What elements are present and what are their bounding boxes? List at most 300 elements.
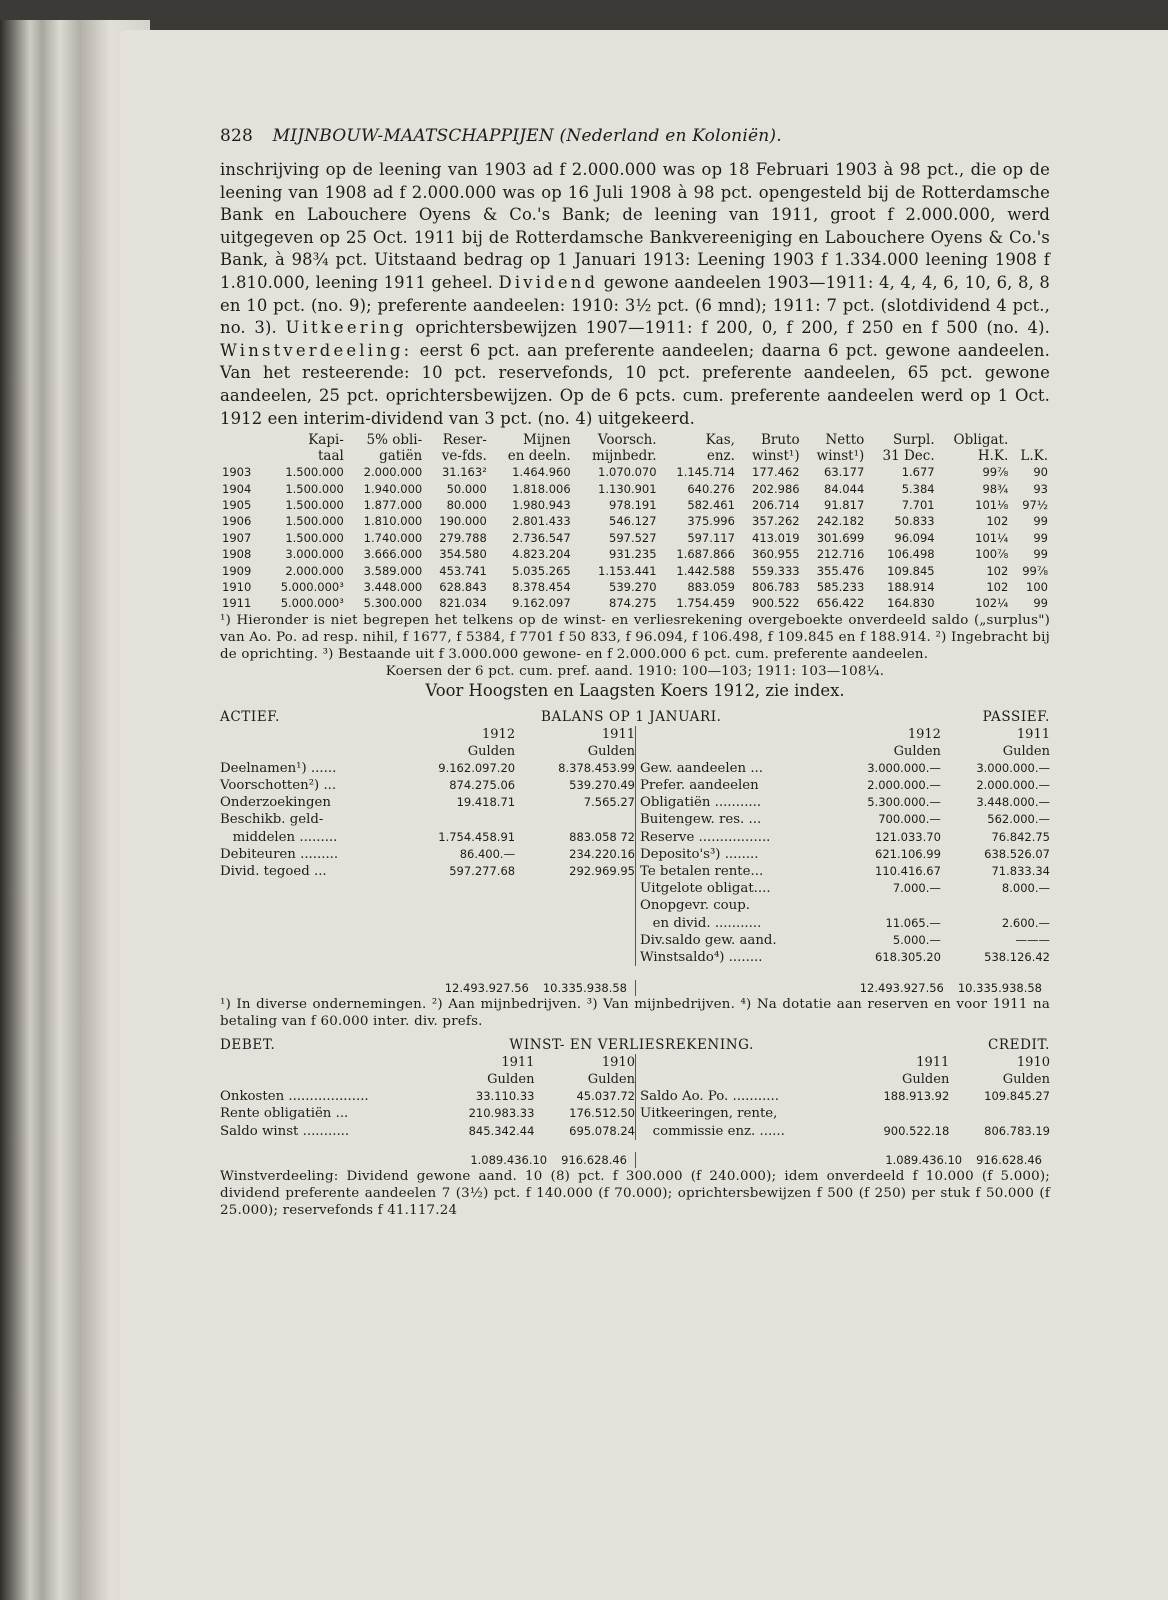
passief-value-a xyxy=(832,897,941,914)
actief-row xyxy=(220,811,635,828)
passief-totals xyxy=(635,980,1050,996)
dividend-label: Dividend xyxy=(498,272,599,292)
stat-cell: 4.823.204 xyxy=(512,547,571,562)
stat-cell: 99 xyxy=(1033,596,1048,611)
passief-value-b: 638.526.07 xyxy=(984,846,1050,861)
stat-header-bottom: taal xyxy=(318,448,344,465)
stat-cell: 1.500.000 xyxy=(285,481,344,496)
passief-label: Obligatiën ........... xyxy=(640,795,762,811)
passief-label: Winstsaldo⁴) ........ xyxy=(640,950,763,966)
stat-cell: 301.699 xyxy=(816,530,865,545)
stat-cell: 597.117 xyxy=(687,530,735,545)
passief-value-b: 538.126.42 xyxy=(984,950,1050,965)
debet-value-a: 845.342.44 xyxy=(468,1123,535,1138)
stat-year: 1904 xyxy=(222,481,252,496)
statistics-body xyxy=(220,464,1050,612)
stat-year: 1905 xyxy=(222,497,252,512)
stat-cell: 106.498 xyxy=(887,547,935,562)
debet-year-a: 1911 xyxy=(501,1055,535,1071)
stat-row xyxy=(220,464,1050,480)
stat-cell: 93 xyxy=(1033,481,1048,496)
debet-row xyxy=(220,1105,635,1122)
stat-header-top: Kapi- xyxy=(308,432,344,449)
stat-cell: 1.500.000 xyxy=(285,514,344,529)
stat-cell: 821.034 xyxy=(439,596,487,611)
passief-label: en divid. ........... xyxy=(640,915,762,931)
stat-cell: 188.914 xyxy=(887,579,935,594)
credit-label: Uitkeeringen, rente, xyxy=(640,1106,778,1122)
credit-label: Saldo Ao. Po. ........... xyxy=(640,1089,779,1105)
intro-text-2: gewone aandeelen 1903—1911: 4, 4, 4, 6, 10, 6, 8, 8 en 10 pct. (no. 9); preferente aandeelen: 1910: 3½ pct. (6 mnd); 1911: 7 pct. (slotdividend 4 pct., no. 3). xyxy=(220,272,1050,338)
passief-value-b: 76.842.75 xyxy=(991,829,1050,844)
running-head xyxy=(220,125,1050,147)
stat-cell: 2.736.547 xyxy=(512,530,571,545)
actief-label: Debiteuren ......... xyxy=(220,846,339,862)
intro-paragraph xyxy=(220,159,1050,430)
stat-cell: 1.442.588 xyxy=(676,563,735,578)
passief-value-a: 11.065.— xyxy=(885,915,941,930)
stat-cell: 1.153.441 xyxy=(598,563,657,578)
actief-label: middelen ......... xyxy=(220,829,338,845)
stat-cell: 5.300.000 xyxy=(363,596,423,611)
credit-unit-row xyxy=(640,1071,1050,1088)
stat-cell: 1.500.000 xyxy=(285,465,344,480)
passief-row xyxy=(640,863,1050,880)
stat-cell: 63.177 xyxy=(824,465,865,480)
stat-cell: 874.275 xyxy=(609,596,657,611)
debet-label: Onkosten ................... xyxy=(220,1089,369,1105)
passief-year-a: 1912 xyxy=(907,726,941,742)
debet-label: Rente obligatiën ... xyxy=(220,1106,349,1122)
actief-value-a: 9.162.097.20 xyxy=(438,760,516,775)
stat-cell: 3.666.000 xyxy=(363,547,423,562)
actief-value-a: 19.418.71 xyxy=(456,795,516,810)
debet-label: Saldo winst ........... xyxy=(220,1123,350,1139)
debet-row xyxy=(220,1123,635,1140)
stat-cell: 546.127 xyxy=(609,514,657,529)
uitkeering-label: Uitkeering xyxy=(285,318,407,338)
credit-value-a: 188.913.92 xyxy=(883,1089,950,1104)
passief-year-row xyxy=(640,726,1050,743)
stat-cell: 453.741 xyxy=(439,563,487,578)
passief-value-b xyxy=(941,897,1050,914)
stat-header-top: Kas, xyxy=(705,432,735,449)
stat-cell: 360.955 xyxy=(752,547,800,562)
stat-cell: 900.522 xyxy=(752,596,800,611)
debet-unit-row xyxy=(220,1071,635,1088)
passief-value-b: 71.833.34 xyxy=(991,864,1050,878)
credit-row xyxy=(640,1088,1050,1105)
hoogsten-line: Voor Hoogsten en Laagsten Koers 1912, zie index. xyxy=(425,680,845,700)
passief-value-a: 5.300.000.— xyxy=(867,795,941,810)
statistics-header xyxy=(220,432,1050,464)
stat-cell: 3.000.000 xyxy=(285,547,344,562)
stat-cell: 1.130.901 xyxy=(598,481,657,496)
passief-row xyxy=(640,760,1050,777)
stat-header-bottom: winst¹) xyxy=(751,448,800,465)
passief-value-a: 621.106.99 xyxy=(875,846,941,861)
passief-value-b: 8.000.— xyxy=(1001,881,1050,896)
stat-cell: 99⅞ xyxy=(982,465,1009,480)
stat-cell: 5.000.000³ xyxy=(280,579,344,594)
credit-unit-b: Gulden xyxy=(1002,1072,1050,1088)
actief-total-a: 12.493.927.56 xyxy=(444,981,529,996)
actief-row xyxy=(220,829,635,846)
debet-unit-a: Gulden xyxy=(487,1072,535,1088)
stat-cell: 202.986 xyxy=(752,481,800,496)
stat-cell: 355.476 xyxy=(816,563,865,578)
stat-cell: 1.980.943 xyxy=(512,497,571,512)
stat-cell: 177.462 xyxy=(752,465,800,480)
stat-cell: 50.000 xyxy=(446,481,487,496)
stat-header-bottom: 31 Dec. xyxy=(882,448,935,465)
actief-heading: ACTIEF. xyxy=(220,708,281,725)
actief-row xyxy=(220,863,635,880)
stat-cell: 2.000.000 xyxy=(363,465,423,480)
passief-label: Prefer. aandeelen xyxy=(640,777,759,793)
balans-totals xyxy=(220,980,1050,996)
stat-cell: 1.740.000 xyxy=(363,530,423,545)
stat-row xyxy=(220,530,1050,546)
stat-cell: 559.333 xyxy=(752,563,800,578)
stat-cell: 102 xyxy=(986,563,1009,578)
actief-label: Beschikb. geld- xyxy=(220,812,324,828)
stat-cell: 190.000 xyxy=(439,514,487,529)
balans-title: BALANS OP 1 JANUARI. xyxy=(541,708,722,725)
stat-cell: 2.801.433 xyxy=(512,514,571,529)
actief-unit-row xyxy=(220,743,635,760)
actief-label: Voorschotten²) ... xyxy=(220,777,337,793)
stat-year: 1906 xyxy=(222,514,252,529)
passief-total-b: 10.335.938.58 xyxy=(957,981,1042,996)
actief-row xyxy=(220,760,635,777)
passief-value-a: 5.000.— xyxy=(892,932,941,947)
actief-totals xyxy=(220,980,635,996)
passief-label: Reserve ................. xyxy=(640,829,771,845)
wv-title: WINST- EN VERLIESREKENING. xyxy=(509,1037,754,1054)
stat-header-top: Reser- xyxy=(442,432,487,449)
debet-unit-b: Gulden xyxy=(587,1072,635,1088)
credit-row xyxy=(640,1123,1050,1140)
stat-cell: 5.035.265 xyxy=(512,563,571,578)
stat-cell: 2.000.000 xyxy=(285,563,344,578)
stat-cell: 50.833 xyxy=(894,514,935,529)
passief-value-a: 618.305.20 xyxy=(875,950,941,965)
stat-cell: 640.276 xyxy=(687,481,735,496)
stat-header-top: 5% obli- xyxy=(366,432,423,449)
stat-cell: 164.830 xyxy=(887,596,935,611)
stat-row xyxy=(220,481,1050,497)
balans-table xyxy=(220,726,1050,966)
stat-cell: 354.580 xyxy=(439,547,487,562)
stat-header-top xyxy=(220,432,262,448)
stat-cell: 91.817 xyxy=(824,497,865,512)
actief-value-b: 292.969.95 xyxy=(569,864,635,878)
actief-row xyxy=(220,846,635,863)
wv-table xyxy=(220,1054,1050,1140)
stat-cell: 1.940.000 xyxy=(363,481,423,496)
stat-year: 1909 xyxy=(222,563,252,578)
stat-header-bottom: ve-fds. xyxy=(441,448,487,465)
stat-cell: 31.163² xyxy=(441,465,487,480)
balans-heading xyxy=(220,708,1050,726)
passief-label: Gew. aandeelen ... xyxy=(640,760,764,776)
stat-cell: 1.464.960 xyxy=(512,465,571,480)
stat-year: 1910 xyxy=(222,579,252,594)
credit-totals xyxy=(635,1152,1050,1168)
passief-value-b: 3.000.000.— xyxy=(976,760,1050,775)
stat-cell: 5.000.000³ xyxy=(280,596,344,611)
actief-side xyxy=(220,726,635,966)
wv-closing: Winstverdeeling: Dividend gewone aand. 10 (8) pct. f 300.000 (f 240.000); idem onverdeeld f 10.000 (f 5.000); dividend preferente aandeelen 7 (3½) pct. f 140.000 (f 70.000); oprichtersbewijzen f 500 (f 250) per stuk f 50.000 (f 25.000); reservefonds f 41.117.24 xyxy=(220,1168,1050,1218)
passief-row xyxy=(640,777,1050,794)
passief-body xyxy=(640,760,1050,966)
credit-value-a xyxy=(849,1105,950,1122)
page-number: 828 xyxy=(220,126,254,146)
stat-cell: 206.714 xyxy=(752,497,800,512)
passief-total-a: 12.493.927.56 xyxy=(859,981,944,996)
debet-totals xyxy=(220,1152,635,1168)
passief-row xyxy=(640,880,1050,897)
stat-header-bottom: L.K. xyxy=(1020,448,1048,465)
actief-value-a: 874.275.06 xyxy=(449,777,516,792)
actief-value-b: 7.565.27 xyxy=(583,795,635,810)
debet-heading: DEBET. xyxy=(220,1037,276,1054)
header-row-1 xyxy=(220,432,1050,448)
actief-value-a xyxy=(395,811,515,828)
actief-year-row xyxy=(220,726,635,743)
stat-cell: 1.145.714 xyxy=(676,465,735,480)
stat-cell: 585.233 xyxy=(816,579,865,594)
debet-year-row xyxy=(220,1054,635,1071)
passief-value-b: ——— xyxy=(1015,932,1050,947)
stat-cell: 931.235 xyxy=(609,547,657,562)
passief-row xyxy=(640,829,1050,846)
credit-value-b: 806.783.19 xyxy=(984,1123,1050,1138)
passief-heading: PASSIEF. xyxy=(982,708,1050,725)
credit-value-b xyxy=(949,1105,1050,1122)
winstverdeeling-label: Winstverdeeling: xyxy=(220,340,413,360)
debet-total-b: 916.628.46 xyxy=(561,1152,627,1167)
stat-cell: 99⅞ xyxy=(1022,563,1048,578)
stat-row xyxy=(220,595,1050,611)
passief-value-a: 3.000.000.— xyxy=(867,760,941,775)
stat-cell: 1.500.000 xyxy=(285,497,344,512)
balans-note: ¹) In diverse ondernemingen. ²) Aan mijnbedrijven. ³) Van mijnbedrijven. ⁴) Na dotatie aan reserven en voor 1911 na betaling van f 60.000 inter. div. prefs. xyxy=(220,997,1050,1030)
wv-totals xyxy=(220,1152,1050,1168)
passief-value-b: 2.000.000.— xyxy=(976,777,1050,792)
intro-text-4: eerst 6 pct. aan preferente aandeelen; daarna 6 pct. gewone aandeelen. Van het resteerende: 10 pct. reservefonds, 10 pct. preferente aandeelen, 65 pct. gewone aandeelen, 25 pct. oprichtersbewijzen. Op de 6 pcts. cum. preferente aandeelen werd op 1 Oct. 1912 een interim-dividend van 3 pct. (no. 4) uitgekeerd. xyxy=(220,340,1050,428)
stat-cell: 7.701 xyxy=(901,497,935,512)
stat-row xyxy=(220,579,1050,595)
credit-year-row xyxy=(640,1054,1050,1071)
stat-cell: 101⅛ xyxy=(975,497,1009,512)
stat-cell: 1.818.006 xyxy=(512,481,571,496)
actief-label: Divid. tegoed ... xyxy=(220,864,327,879)
stat-header-top: Surpl. xyxy=(892,432,935,449)
stat-row xyxy=(220,513,1050,529)
stat-header-bottom: mijnbedr. xyxy=(592,448,657,465)
debet-value-a: 33.110.33 xyxy=(475,1089,535,1104)
actief-label: Onderzoekingen xyxy=(220,795,331,811)
stat-header-bottom: H.K. xyxy=(977,448,1009,465)
stat-cell: 628.843 xyxy=(439,579,487,594)
stat-year: 1903 xyxy=(222,465,252,480)
passief-row xyxy=(640,897,1050,914)
credit-side xyxy=(635,1054,1050,1140)
stat-cell: 109.845 xyxy=(887,563,935,578)
stat-cell: 1.687.866 xyxy=(676,547,735,562)
stat-cell: 101¼ xyxy=(975,530,1009,545)
stat-header-top: Voorsch. xyxy=(597,432,657,449)
passief-row xyxy=(640,846,1050,863)
stat-cell: 102 xyxy=(986,579,1009,594)
stat-cell: 98¾ xyxy=(982,481,1009,496)
actief-body xyxy=(220,760,635,880)
stat-cell: 99 xyxy=(1033,514,1048,529)
stat-cell: 100 xyxy=(1026,579,1048,594)
stat-header-bottom xyxy=(220,448,262,464)
credit-total-a: 1.089.436.10 xyxy=(885,1152,963,1167)
passief-label: Te betalen rente... xyxy=(640,864,764,879)
stat-cell: 375.996 xyxy=(687,514,735,529)
passief-label: Buitengew. res. ... xyxy=(640,812,762,828)
passief-value-a: 110.416.67 xyxy=(875,864,941,878)
stat-cell: 99 xyxy=(1033,530,1048,545)
stat-cell: 242.182 xyxy=(816,514,865,529)
debet-value-b: 695.078.24 xyxy=(569,1123,635,1138)
stat-cell: 212.716 xyxy=(816,547,865,562)
actief-total-b: 10.335.938.58 xyxy=(542,981,627,996)
actief-value-b: 234.220.16 xyxy=(569,846,635,861)
passief-unit-b: Gulden xyxy=(1002,743,1050,759)
koersen-line: Koersen der 6 pct. cum. pref. aand. 1910: 100—103; 1911: 103—108¼. xyxy=(385,663,885,679)
stat-cell: 978.191 xyxy=(609,497,657,512)
actief-year-b: 1911 xyxy=(601,726,635,742)
intro-text-1: inschrijving op de leening van 1903 ad f 2.000.000 was op 18 Februari 1903 à 98 pct., die op de leening van 1908 ad f 2.000.000 was op 16 Juli 1908 à 98 pct. opengesteld bij de Rotterdamsche Bank en Labouchere Oyens & Co.'s Bank; de leening van 1911, groot f 2.000.000, werd uitgegeven op 25 Oct. 1911 bij de Rotterdamsche Bankvereeniging en Labouchere Oyens & Co.'s Bank, à 98¾ pct. Uitstaand bedrag op 1 Januari 1913: Leening 1903 f 1.334.000 leening 1908 f 1.810.000, leening 1911 geheel. xyxy=(220,160,1050,292)
actief-row xyxy=(220,777,635,794)
stat-row xyxy=(220,563,1050,579)
passief-value-a: 7.000.— xyxy=(892,881,941,896)
passief-row xyxy=(640,915,1050,932)
passief-row xyxy=(640,949,1050,966)
actief-value-a: 1.754.458.91 xyxy=(438,829,516,844)
stat-cell: 582.461 xyxy=(687,497,735,512)
stat-cell: 102¼ xyxy=(975,596,1009,611)
stat-cell: 84.044 xyxy=(824,481,865,496)
stat-cell: 90 xyxy=(1033,465,1048,480)
stat-cell: 279.788 xyxy=(439,530,487,545)
actief-value-a: 86.400.— xyxy=(459,846,516,861)
passief-unit-a: Gulden xyxy=(893,743,941,759)
stat-cell: 1.500.000 xyxy=(285,530,344,545)
stat-header-bottom: en deeln. xyxy=(507,448,571,465)
passief-label: Deposito's³) ........ xyxy=(640,846,759,862)
passief-label: Onopgevr. coup. xyxy=(640,898,750,914)
stat-cell: 539.270 xyxy=(609,579,657,594)
stat-header-top xyxy=(1010,432,1050,448)
stat-year: 1908 xyxy=(222,547,252,562)
passief-value-b: 2.600.— xyxy=(1001,915,1050,930)
debet-year-b: 1910 xyxy=(601,1055,635,1071)
credit-body xyxy=(640,1088,1050,1140)
passief-value-a: 2.000.000.— xyxy=(867,777,941,792)
stat-cell: 1.877.000 xyxy=(363,497,423,512)
passief-value-b: 3.448.000.— xyxy=(976,795,1050,810)
stat-cell: 656.422 xyxy=(816,596,865,611)
stat-cell: 1.677 xyxy=(901,465,935,480)
actief-value-a: 597.277.68 xyxy=(449,864,516,878)
actief-unit-b: Gulden xyxy=(587,743,635,759)
stat-cell: 102 xyxy=(986,514,1009,529)
credit-value-a: 900.522.18 xyxy=(883,1123,950,1138)
stat-cell: 806.783 xyxy=(752,579,800,594)
passief-value-b: 562.000.— xyxy=(987,812,1050,827)
passief-year-b: 1911 xyxy=(1016,726,1050,742)
credit-total-b: 916.628.46 xyxy=(976,1152,1042,1167)
credit-heading: CREDIT. xyxy=(987,1037,1050,1054)
passief-row xyxy=(640,811,1050,828)
stat-cell: 1.810.000 xyxy=(363,514,423,529)
passief-row xyxy=(640,932,1050,949)
stat-cell: 3.589.000 xyxy=(363,563,423,578)
running-title: MIJNBOUW-MAATSCHAPPIJEN (Nederland en Koloniën). xyxy=(272,126,782,146)
stat-cell: 413.019 xyxy=(752,530,800,545)
passief-unit-row xyxy=(640,743,1050,760)
stat-cell: 883.059 xyxy=(687,579,735,594)
stat-header-top: Bruto xyxy=(760,432,800,449)
actief-label: Deelnamen¹) ...... xyxy=(220,760,337,776)
passief-label: Uitgelote obligat.... xyxy=(640,881,771,897)
stat-cell: 99 xyxy=(1033,547,1048,562)
actief-unit-a: Gulden xyxy=(467,743,516,759)
debet-value-b: 176.512.50 xyxy=(569,1106,635,1121)
wv-heading xyxy=(220,1036,1050,1054)
stat-cell: 3.448.000 xyxy=(363,579,423,594)
debet-body xyxy=(220,1088,635,1140)
credit-year-a: 1911 xyxy=(916,1055,950,1071)
stat-cell: 96.094 xyxy=(894,530,935,545)
credit-unit-a: Gulden xyxy=(902,1072,950,1088)
header-row-2 xyxy=(220,448,1050,464)
stat-cell: 597.527 xyxy=(609,530,657,545)
stat-header-bottom: enz. xyxy=(706,448,735,465)
stat-cell: 80.000 xyxy=(446,497,487,512)
actief-value-b: 8.378.453.99 xyxy=(558,760,635,775)
stat-header-bottom: winst¹) xyxy=(816,448,865,465)
credit-row xyxy=(640,1105,1050,1122)
intro-text-3: oprichtersbewijzen 1907—1911: f 200, 0, f 200, f 250 en f 500 (no. 4). xyxy=(415,318,1050,338)
stat-row xyxy=(220,546,1050,562)
stat-cell: 8.378.454 xyxy=(512,579,571,594)
actief-row xyxy=(220,794,635,811)
actief-value-b: 539.270.49 xyxy=(569,777,635,792)
debet-row xyxy=(220,1088,635,1105)
actief-value-b xyxy=(515,811,635,828)
stat-cell: 357.262 xyxy=(752,514,800,529)
stat-cell: 97½ xyxy=(1022,497,1048,512)
stat-header-bottom: gatiën xyxy=(379,448,423,465)
debet-total-a: 1.089.436.10 xyxy=(470,1152,548,1167)
stat-cell: 100⅞ xyxy=(975,547,1009,562)
stat-cell: 5.384 xyxy=(901,481,935,496)
actief-value-b: 883.058 72 xyxy=(569,829,635,844)
stat-row xyxy=(220,497,1050,513)
credit-year-b: 1910 xyxy=(1016,1055,1050,1071)
passief-value-a: 700.000.— xyxy=(878,812,941,827)
stat-cell: 1.070.070 xyxy=(598,465,657,480)
statistics-table xyxy=(220,432,1050,612)
